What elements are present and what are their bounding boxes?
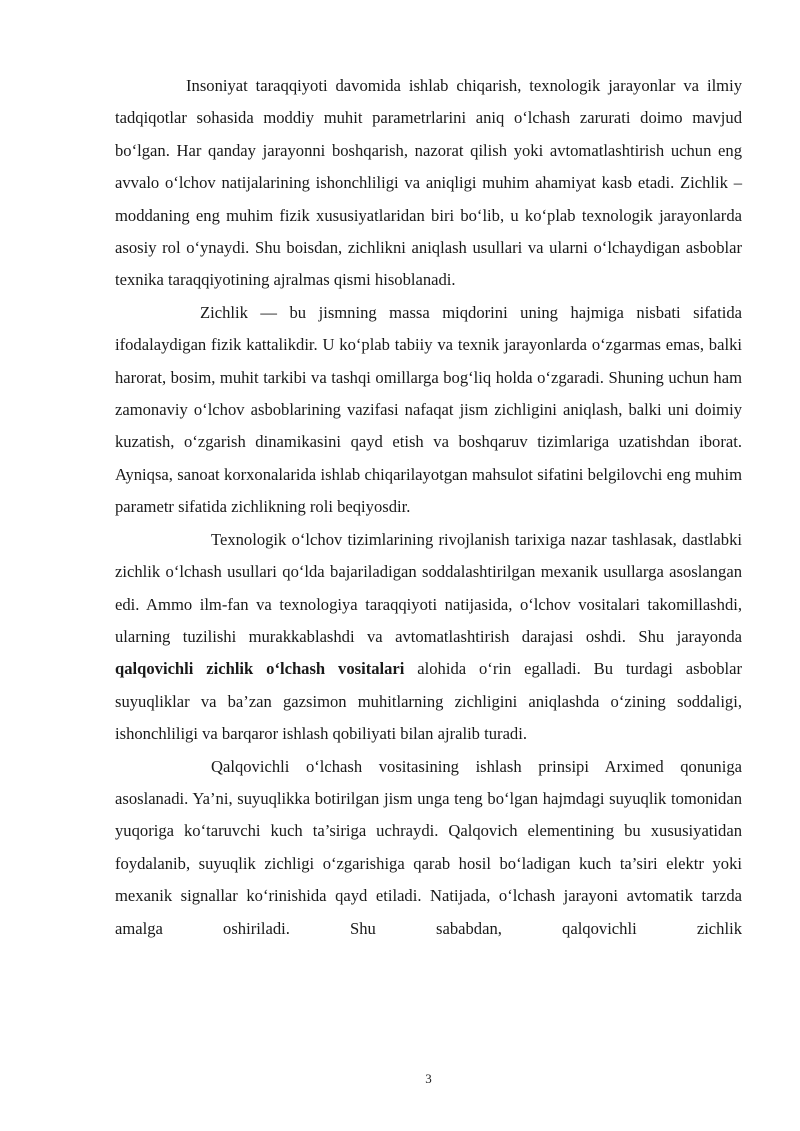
paragraph-text: alohida o‘rin egalladi. Bu turdagi asboblar suyuqliklar va ba’zan gazsimon muhitlarning zichligini aniqlashda o‘zining soddaligi, ishonchliligi va barqaror ishlash qobiliyati bilan ajralib turadi. — [115, 659, 742, 744]
page-number: 3 — [425, 1071, 432, 1086]
paragraph-working-principle: Qalqovichli o‘lchash vositasining ishlash prinsipi Arximed qonuniga asoslanadi. Ya’ni, suyuqlikka botirilgan jism unga teng bo‘lgan hajmdagi suyuqlik tomonidan yuqoriga ko‘taruvchi kuch ta’siriga uchraydi. Qalqovich elementining bu xususiyatidan foydalanib, suyuqlik zichligi o‘zgarishiga qarab hosil bo‘ladigan kuch ta’siri elektr yoki mexanik signallar ko‘rinishida qayd etiladi. Natijada, o‘lchash jarayoni avtomatik tarzda amalga oshiriladi. Shu sababdan, qalqovichli zichlik — [115, 756, 742, 938]
document-body — [115, 70, 742, 945]
paragraph-density-definition: Zichlik — bu jismning massa miqdorini uning hajmiga nisbati sifatida ifodalaydigan fizik kattalikdir. U ko‘plab tabiiy va texnik jarayonlarda o‘zgarmas emas, balki harorat, bosim, muhit tarkibi va tashqi omillarga bog‘liq holda o‘zgaradi. Shuning uchun ham zamonaviy o‘lchov asboblarining vazifasi nafaqat jism zichligini aniqlash, balki uni doimiy kuzatish, o‘zgarish dinamikasini qayd etish va boshqaruv tizimlariga uzatishdan iborat. Ayniqsa, sanoat korxonalarida ishlab chiqarilayotgan mahsulot sifatini belgilovchi eng muhim parametr sifatida zichlikning roli beqiyosdir. — [115, 302, 742, 517]
paragraph-measurement-history — [115, 524, 742, 751]
bold-term: qalqovichli zichlik o‘lchash vositalari — [115, 659, 405, 679]
paragraph-introduction: Insoniyat taraqqiyoti davomida ishlab chiqarish, texnologik jarayonlar va ilmiy tadqiqotlar sohasida moddiy muhit parametrlarini aniq o‘lchash zarurati doimo mavjud bo‘lgan. Har qanday jarayonni boshqarish, nazorat qilish yoki avtomatlashtirish uchun eng avvalo o‘lchov natijalarining ishonchliligi va aniqligi muhim ahamiyat kasb etadi. Zichlik – moddaning eng muhim fizik xususiyatlaridan biri bo‘lib, u ko‘plab texnologik jarayonlarda asosiy rol o‘ynaydi. Shu boisdan, zichlikni aniqlash usullari va ularni o‘lchaydigan asboblar texnika taraqqiyotining ajralmas qismi hisoblanadi. — [115, 76, 742, 290]
paragraph-text: Texnologik o‘lchov tizimlarining rivojlanish tarixiga nazar tashlasak, dastlabki zichlik o‘lchash usullari qo‘lda bajariladigan soddalashtirilgan mexanik usullarga asoslangan edi. Ammo ilm-fan va texnologiya taraqqiyoti natijasida, o‘lchov vositalari takomillashdi, ularning tuzilishi murakkablashdi va avtomatlashtirish darajasi oshdi. Shu jarayonda — [115, 529, 742, 646]
